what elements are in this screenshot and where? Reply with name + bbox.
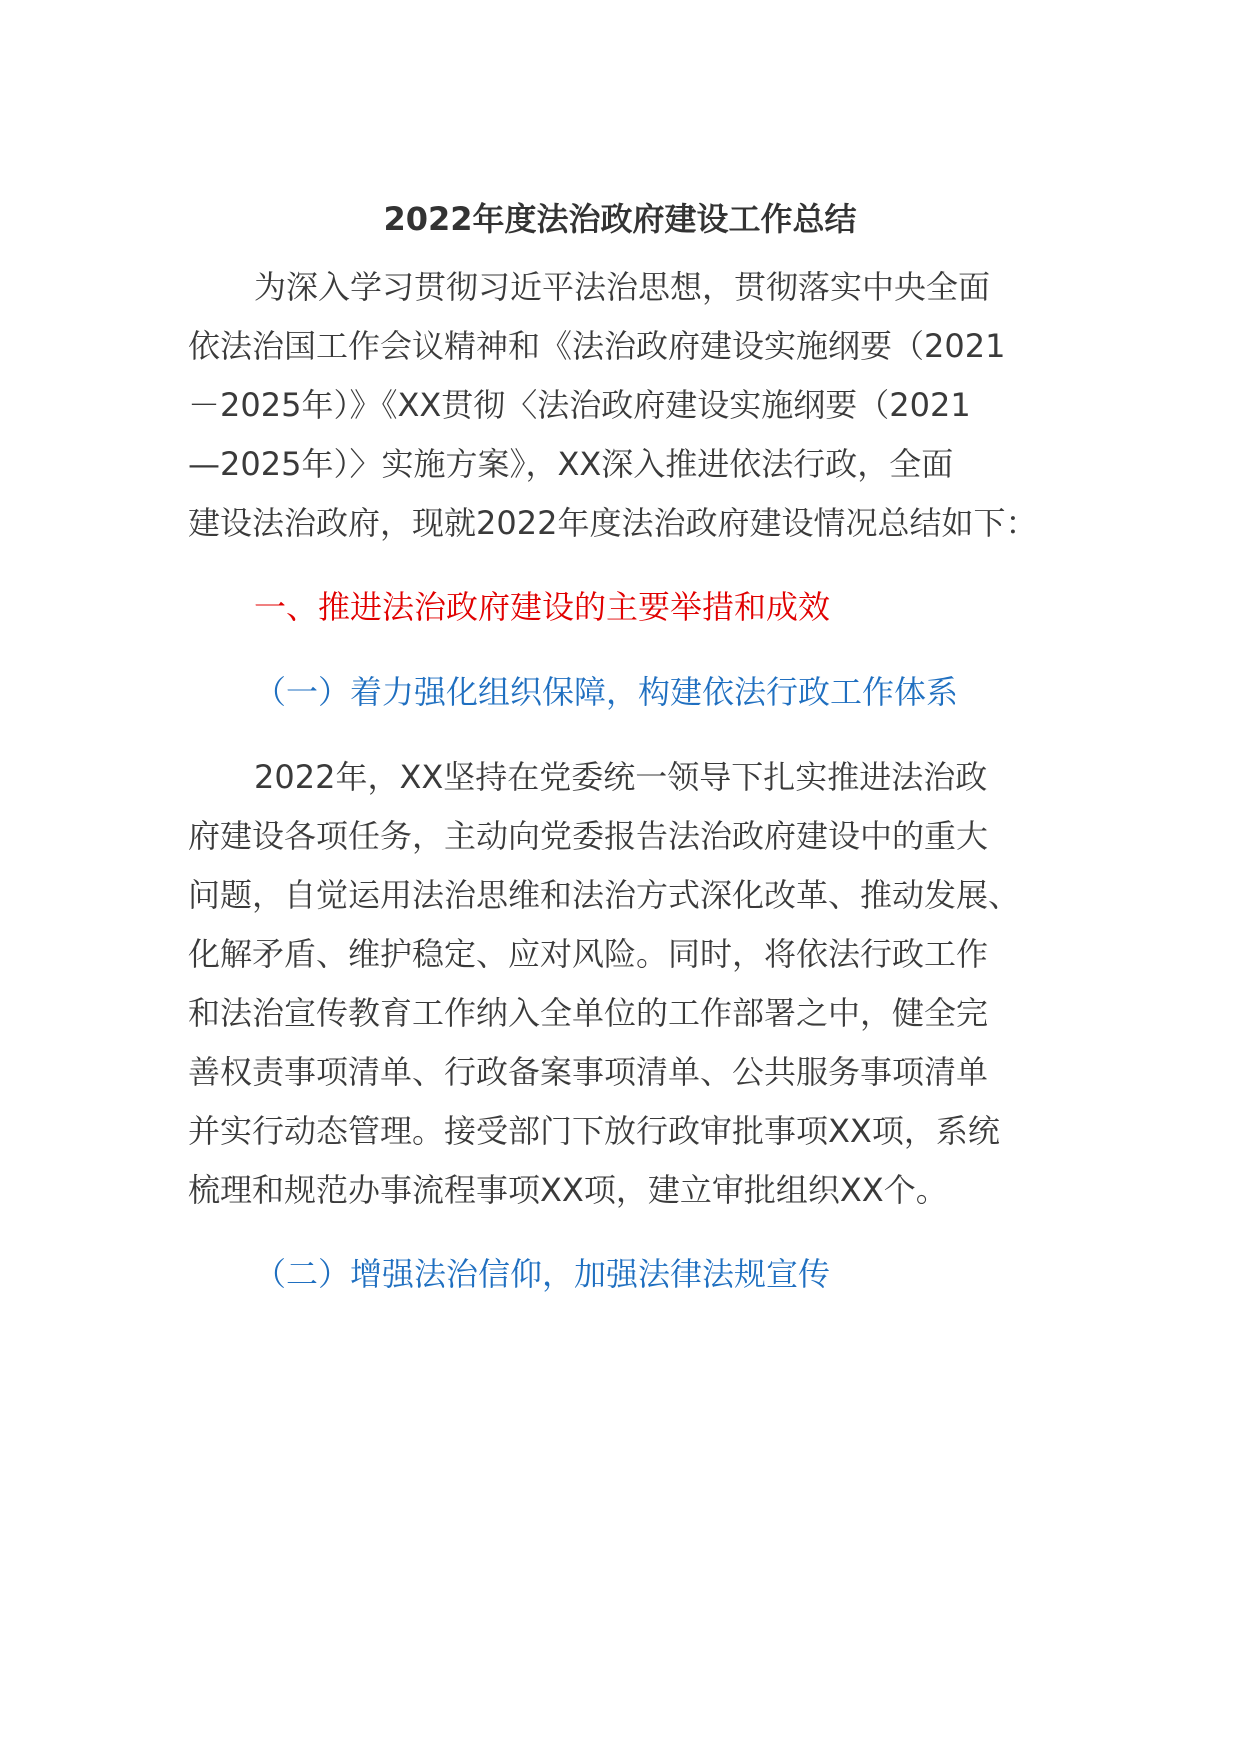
intro-line-3: －2025年）》《XX贯彻〈法治政府建设实施纲要（2021 (188, 386, 971, 424)
intro-line-5: 建设法治政府，现就2022年度法治政府建设情况总结如下： (188, 504, 1038, 542)
subsection-1-line-4: 化解矛盾、维护稳定、应对风险。同时，将依法行政工作 (188, 935, 989, 973)
subsection-1-line-5: 和法治宣传教育工作纳入全单位的工作部署之中，健全完 (188, 994, 989, 1032)
subsection-1-line-7: 并实行动态管理。接受部门下放行政审批事项XX项，系统 (188, 1112, 1000, 1150)
intro-line-4: —2025年）〉实施方案》，XX深入推进依法行政，全面 (188, 445, 954, 483)
intro-line-2: 依法治国工作会议精神和《法治政府建设实施纲要（2021 (188, 327, 1006, 365)
subsection-1-line-3: 问题，自觉运用法治思维和法治方式深化改革、推动发展、 (188, 876, 1021, 914)
subsection-1-line-6: 善权责事项清单、行政备案事项清单、公共服务事项清单 (188, 1053, 989, 1091)
intro-line-1: 为深入学习贯彻习近平法治思想，贯彻落实中央全面 (254, 268, 991, 306)
section-1-heading: 一、推进法治政府建设的主要举措和成效 (254, 588, 831, 626)
subsection-1-line-8: 梳理和规范办事流程事项XX项，建立审批组织XX个。 (188, 1171, 948, 1209)
subsection-1-line-2: 府建设各项任务，主动向党委报告法治政府建设中的重大 (188, 817, 989, 855)
subsection-1-heading: （一）着力强化组织保障，构建依法行政工作体系 (254, 673, 959, 711)
subsection-2-heading: （二）增强法治信仰，加强法律法规宣传 (254, 1255, 831, 1293)
subsection-1-line-1: 2022年，XX坚持在党委统一领导下扎实推进法治政 (254, 758, 988, 796)
document-title: 2022年度法治政府建设工作总结 (383, 200, 857, 238)
